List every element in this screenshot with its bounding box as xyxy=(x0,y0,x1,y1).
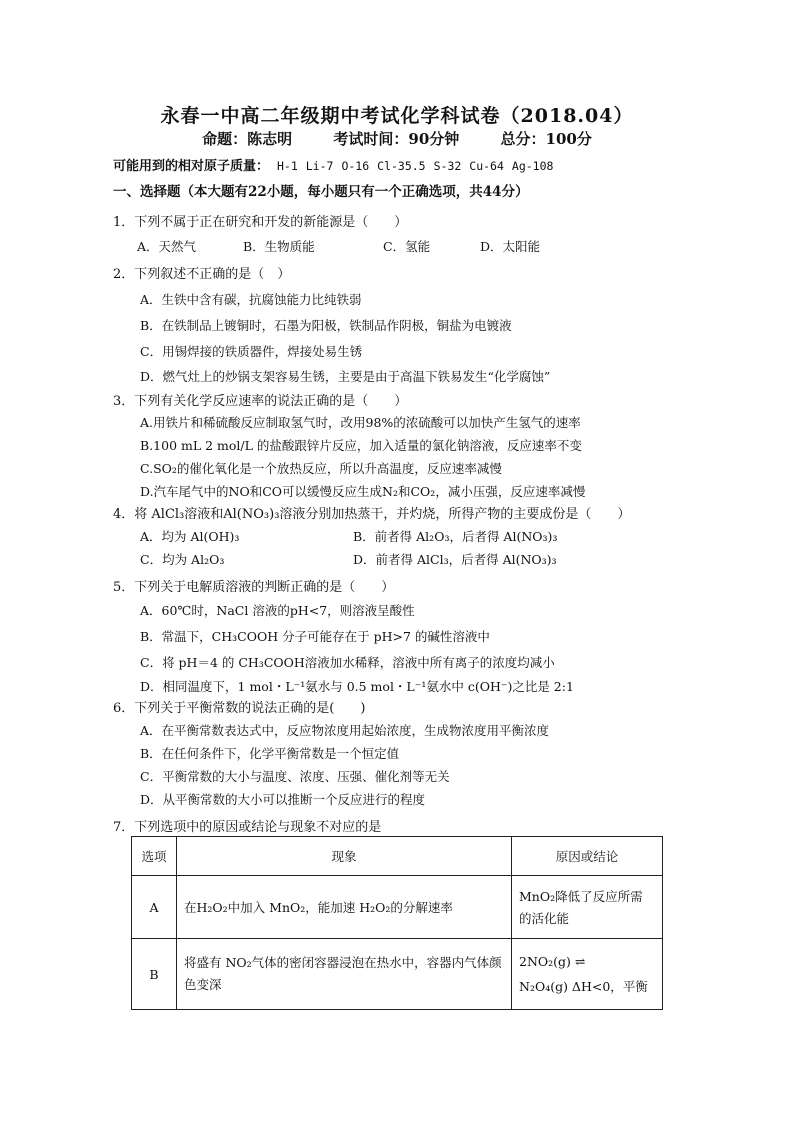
table-row xyxy=(132,939,663,1010)
question-1-stem: 1．下列不属于正在研究和开发的新能源是（ ） xyxy=(113,215,408,230)
q1-option-b: B．生物质能 xyxy=(243,239,315,254)
atomic-mass: Ag-108 xyxy=(511,159,554,173)
atomic-mass: S-32 xyxy=(433,159,462,173)
q1-option-a: A．天然气 xyxy=(137,239,197,254)
section-heading: 一、选择题（本大题有22小题，每小题只有一个正确选项，共44分） xyxy=(113,184,529,200)
phenomenon-cell: 在H₂O₂中加入 MnO₂，能加速 H₂O₂的分解速率 xyxy=(177,876,512,939)
table-header-cell: 现象 xyxy=(177,837,512,876)
q6-option-d: D．从平衡常数的大小可以推断一个反应进行的程度 xyxy=(140,792,426,807)
q4-option-b: B．前者得 Al₂O₃，后者得 Al(NO₃)₃ xyxy=(353,529,558,544)
reason-line: N₂O₄(g) ΔH<0，平衡 xyxy=(519,978,648,994)
q6-option-a: A．在平衡常数表达式中，反应物浓度用起始浓度，生成物浓度用平衡浓度 xyxy=(140,723,550,738)
q3-option-c: C.SO₂的催化氧化是一个放热反应，所以升高温度，反应速率减慢 xyxy=(140,461,502,476)
q3-option-b: B.100 mL 2 mol/L 的盐酸跟锌片反应，加入适量的氯化钠溶液，反应速率不变 xyxy=(140,438,582,453)
atomic-masses xyxy=(113,155,553,174)
q5-option-b: B．常温下，CH₃COOH 分子可能存在于 pH>7 的碱性溶液中 xyxy=(140,629,490,644)
atomic-mass: Li-7 xyxy=(305,159,334,173)
q4-option-c: C．均为 Al₂O₃ xyxy=(140,552,225,567)
table-header-cell: 原因或结论 xyxy=(512,837,663,876)
table-header-row xyxy=(132,837,663,876)
reason-line: MnO₂降低了反应所需 xyxy=(519,889,643,904)
atomic-mass: Cl-35.5 xyxy=(377,159,426,173)
question-7-table xyxy=(131,836,663,1010)
atomic-mass: O-16 xyxy=(341,159,370,173)
atomic-mass: H-1 xyxy=(277,159,298,173)
exam-title: 永春一中高二年级期中考试化学科试卷（2018.04） xyxy=(160,105,634,127)
reason-line: 2NO₂(g) ⇌ xyxy=(519,953,586,969)
q4-option-a: A．均为 Al(OH)₃ xyxy=(140,529,240,544)
q3-option-a: A.用铁片和稀硫酸反应制取氢气时，改用98%的浓硫酸可以加快产生氢气的速率 xyxy=(140,415,581,430)
table-header-cell: 选项 xyxy=(132,837,177,876)
q3-option-d: D.汽车尾气中的NO和CO可以缓慢反应生成N₂和CO₂，减小压强，反应速率减慢 xyxy=(140,484,586,499)
q5-option-c: C．将 pH＝4 的 CH₃COOH溶液加水稀释，溶液中所有离子的浓度均减小 xyxy=(140,655,555,670)
reason-cell xyxy=(512,876,663,939)
atomic-masses-label: 可能用到的相对原子质量： xyxy=(113,159,270,174)
question-6-stem: 6．下列关于平衡常数的说法正确的是( ) xyxy=(113,701,366,716)
q1-option-d: D．太阳能 xyxy=(480,239,541,254)
q6-option-b: B．在任何条件下，化学平衡常数是一个恒定值 xyxy=(140,746,400,761)
q5-option-a: A．60℃时，NaCl 溶液的pH<7，则溶液呈酸性 xyxy=(140,603,415,618)
exam-info xyxy=(0,128,794,149)
q2-option-c: C．用锡焊接的铁质器件，焊接处易生锈 xyxy=(140,344,363,359)
q2-option-d: D．燃气灶上的炒锅支架容易生锈，主要是由于高温下铁易发生“化学腐蚀” xyxy=(140,369,551,384)
question-7-stem: 7．下列选项中的原因或结论与现象不对应的是 xyxy=(113,820,382,835)
reason-line: 的活化能 xyxy=(519,911,570,926)
table-row xyxy=(132,876,663,939)
question-4-stem: 4．将 AlCl₃溶液和Al(NO₃)₃溶液分别加热蒸干，并灼烧，所得产物的主要成份是（ ） xyxy=(113,507,631,522)
option-cell: A xyxy=(132,876,177,939)
exam-score: 总分：100分 xyxy=(500,130,592,148)
q1-option-c: C．氢能 xyxy=(383,239,431,254)
question-2-stem: 2．下列叙述不正确的是（ ） xyxy=(113,267,291,282)
q2-option-a: A．生铁中含有碳，抗腐蚀能力比纯铁弱 xyxy=(140,292,362,307)
phenomenon-cell: 将盛有 NO₂气体的密闭容器浸泡在热水中，容器内气体颜色变深 xyxy=(177,939,512,1010)
q6-option-c: C．平衡常数的大小与温度、浓度、压强、催化剂等无关 xyxy=(140,769,450,784)
reason-cell xyxy=(512,939,663,1010)
question-5-stem: 5．下列关于电解质溶液的判断正确的是（ ） xyxy=(113,580,395,595)
atomic-mass: Cu-64 xyxy=(469,159,504,173)
q2-option-b: B．在铁制品上镀铜时，石墨为阳极，铁制品作阴极，铜盐为电镀液 xyxy=(140,318,512,333)
q4-option-d: D．前者得 AlCl₃，后者得 Al(NO₃)₃ xyxy=(353,552,557,567)
option-cell: B xyxy=(132,939,177,1010)
q5-option-d: D．相同温度下，1 mol・L⁻¹氨水与 0.5 mol・L⁻¹氨水中 c(OH⁻)之比是 2:1 xyxy=(140,679,574,694)
exam-author: 命题：陈志明 xyxy=(202,130,293,148)
question-3-stem: 3．下列有关化学反应速率的说法正确的是（ ） xyxy=(113,394,408,409)
exam-time: 考试时间：90分钟 xyxy=(333,130,460,148)
